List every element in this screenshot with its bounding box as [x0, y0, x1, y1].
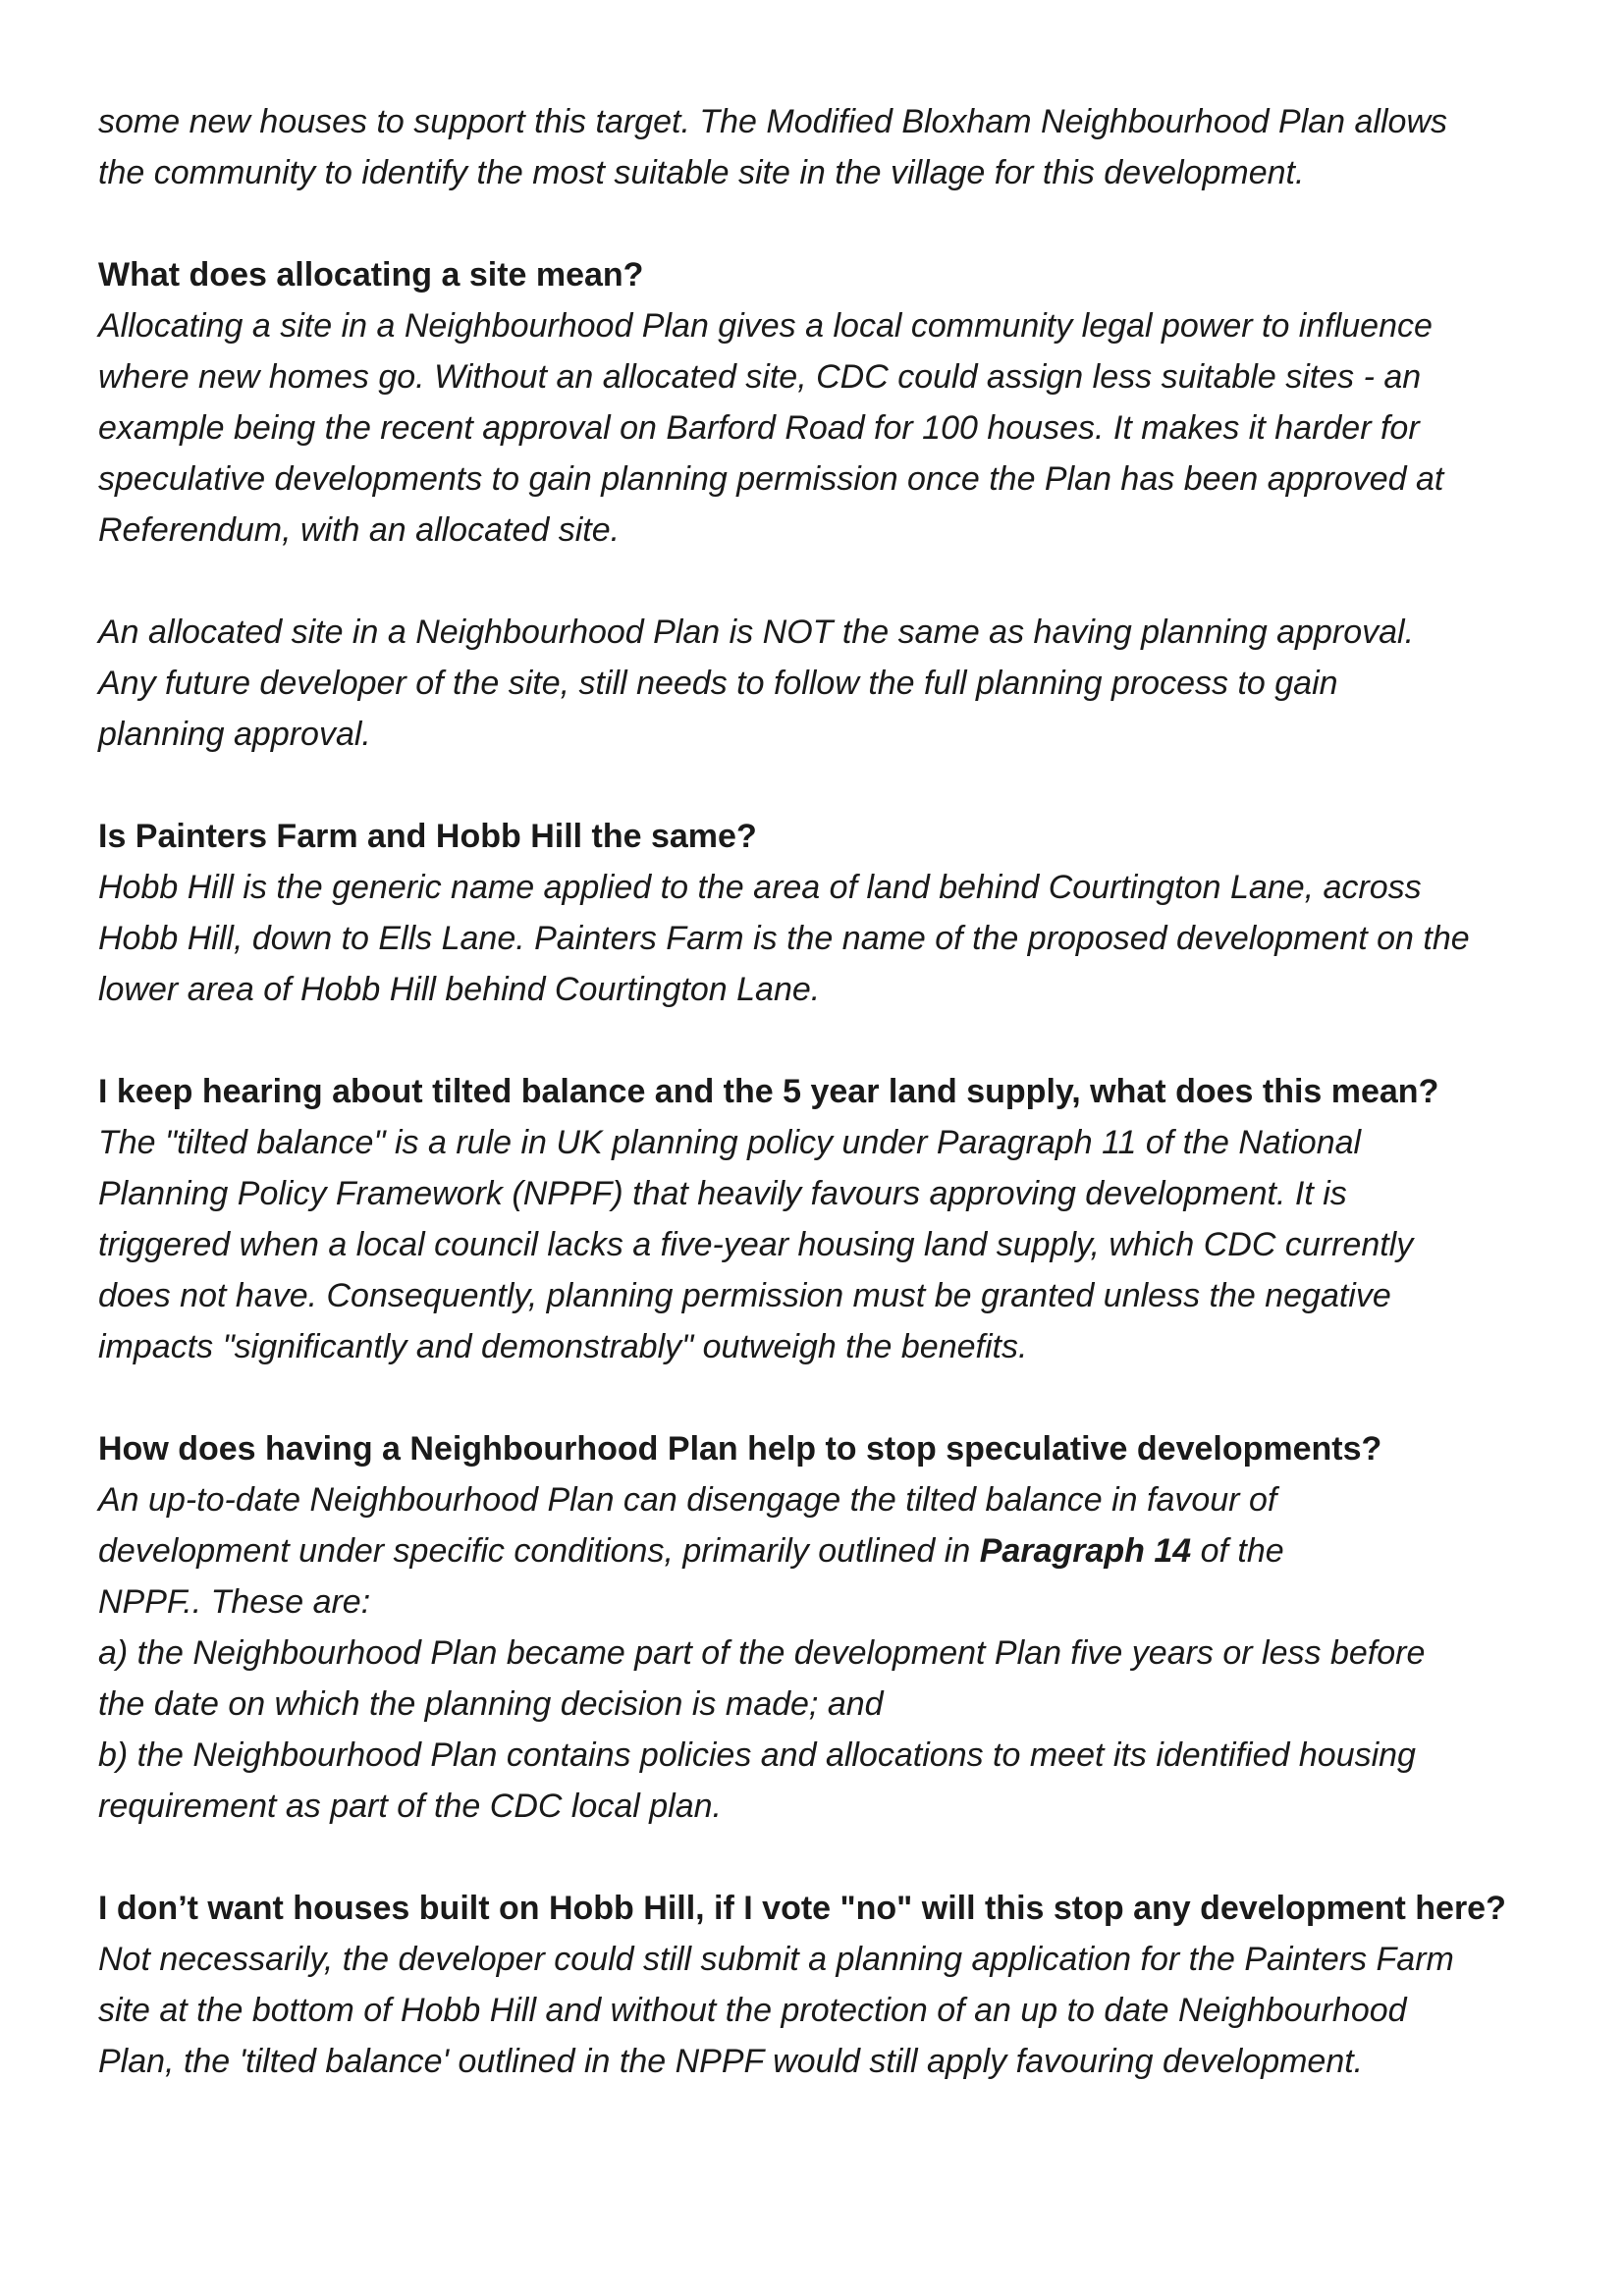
text-line: triggered when a local council lacks a five-year housing land supply, which CDC currently	[98, 1226, 1414, 1263]
section-vote-no	[98, 1883, 1551, 2087]
text-line: Hobb Hill is the generic name applied to the area of land behind Courtington Lane, across	[98, 869, 1422, 906]
text-line	[98, 1525, 1551, 1576]
text-line: the community to identify the most suitable site in the village for this development.	[98, 154, 1305, 191]
text-line: some new houses to support this target. The Modified Bloxham Neighbourhood Plan allows	[98, 103, 1447, 140]
section-heading: How does having a Neighbourhood Plan help to stop speculative developments?	[98, 1430, 1382, 1468]
text-line: Plan, the 'tilted balance' outlined in the NPPF would still apply favouring development.	[98, 2043, 1364, 2080]
text-line: Referendum, with an allocated site.	[98, 511, 621, 549]
intro-paragraph	[98, 96, 1551, 198]
text-line: does not have. Consequently, planning permission must be granted unless the negative	[98, 1277, 1391, 1314]
text-line: Not necessarily, the developer could still submit a planning application for the Painters Farm	[98, 1941, 1454, 1978]
section-heading: I don’t want houses built on Hobb Hill, if I vote "no" will this stop any development here?	[98, 1890, 1506, 1927]
text-run: development under specific conditions, primarily outlined in	[98, 1532, 980, 1570]
text-line: Any future developer of the site, still needs to follow the full planning process to gain	[98, 665, 1338, 702]
text-line: speculative developments to gain planning permission once the Plan has been approved at	[98, 460, 1444, 498]
section-allocating-site	[98, 249, 1551, 760]
paragraph-14-reference: Paragraph 14	[979, 1532, 1192, 1570]
text-line: An allocated site in a Neighbourhood Plan is NOT the same as having planning approval.	[98, 614, 1415, 651]
text-line: planning approval.	[98, 716, 371, 753]
text-line: An up-to-date Neighbourhood Plan can disengage the tilted balance in favour of	[98, 1481, 1277, 1519]
text-line: lower area of Hobb Hill behind Courtington Lane.	[98, 971, 821, 1008]
text-line: where new homes go. Without an allocated site, CDC could assign less suitable sites - an	[98, 358, 1422, 396]
text-line: Planning Policy Framework (NPPF) that heavily favours approving development. It is	[98, 1175, 1347, 1212]
section-heading: Is Painters Farm and Hobb Hill the same?	[98, 818, 757, 855]
text-line: site at the bottom of Hobb Hill and without the protection of an up to date Neighbourhood	[98, 1992, 1407, 2029]
text-line: impacts "significantly and demonstrably" outweigh the benefits.	[98, 1328, 1028, 1365]
text-line: requirement as part of the CDC local plan.	[98, 1788, 722, 1825]
section-tilted-balance	[98, 1066, 1551, 1372]
text-line: Hobb Hill, down to Ells Lane. Painters Farm is the name of the proposed development on the	[98, 920, 1470, 957]
text-line: a) the Neighbourhood Plan became part of the development Plan five years or less before	[98, 1634, 1426, 1672]
text-line: example being the recent approval on Barford Road for 100 houses. It makes it harder for	[98, 409, 1420, 447]
text-line: the date on which the planning decision is made; and	[98, 1685, 884, 1723]
text-line: Allocating a site in a Neighbourhood Plan gives a local community legal power to influence	[98, 307, 1433, 345]
section-painters-farm	[98, 811, 1551, 1015]
section-heading: I keep hearing about tilted balance and the 5 year land supply, what does this mean?	[98, 1073, 1439, 1110]
text-run: of the	[1191, 1532, 1284, 1570]
section-heading: What does allocating a site mean?	[98, 256, 644, 294]
section-neighbourhood-plan-help	[98, 1423, 1551, 1832]
text-line: The "tilted balance" is a rule in UK planning policy under Paragraph 11 of the National	[98, 1124, 1362, 1161]
text-line: b) the Neighbourhood Plan contains policies and allocations to meet its identified housing	[98, 1736, 1416, 1774]
document-page	[98, 96, 1551, 2087]
text-line: NPPF.. These are:	[98, 1583, 371, 1621]
